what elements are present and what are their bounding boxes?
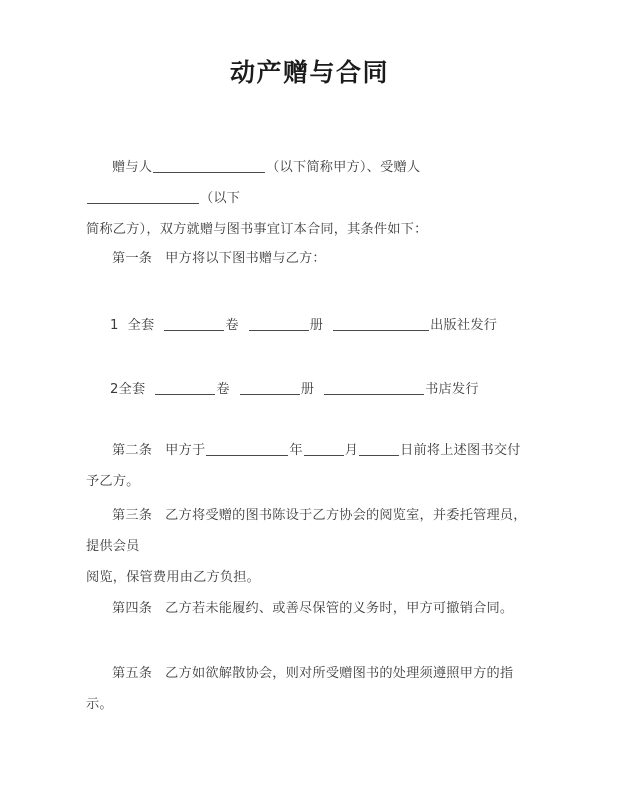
article-5-text: 乙方如欲解散协会，则对所受赠图书的处理须遵照甲方的指示。 [86,666,514,712]
book-2-set-label: 全套 [118,382,146,397]
article-2-month-unit: 月 [344,443,359,458]
article-3-line-2: 阅览，保管费用由乙方负担。 [86,570,261,585]
book-1-set-label: 全套 [127,318,155,333]
delivery-month-blank[interactable] [304,441,344,456]
delivery-day-blank[interactable] [359,441,399,456]
book-2-copies-unit: 册 [300,382,315,397]
book-1-number: 1 [110,318,119,333]
donor-suffix: （以下简称甲方）、 [266,160,381,175]
paragraph-article-4 [86,593,533,624]
article-1-heading: 第一条 [112,251,153,266]
delivery-year-blank[interactable] [206,441,288,456]
article-2-prefix: 甲方于 [165,443,206,458]
donor-name-blank[interactable] [153,158,265,173]
donee-suffix: （以下 [200,191,241,206]
parties-line-1 [86,152,533,214]
article-5-heading: 第五条 [112,666,153,681]
paragraph-article-2 [86,435,533,497]
parties-line-2: 简称乙方），双方就赠与图书事宜订本合同，其条件如下： [86,222,428,237]
book-1-issuer: 出版社发行 [430,318,498,333]
paragraph-article-3 [86,500,533,593]
book-2-volume-unit: 卷 [216,382,230,397]
article-3-line-1 [86,500,533,562]
donee-name-blank[interactable] [87,189,199,204]
article-2-heading: 第二条 [112,443,153,458]
list-item-book-2 [86,374,533,405]
article-2-suffix: 日前将上述图书交付予乙方。 [86,443,521,489]
book-2-volume-blank[interactable] [155,380,215,395]
paragraph-article-1 [86,243,533,274]
book-1-volume-unit: 卷 [225,318,239,333]
book-2-copies-blank[interactable] [240,380,300,395]
donor-label: 赠与人 [112,160,153,175]
donee-label: 受赠人 [380,160,421,175]
article-2-year-unit: 年 [289,443,303,458]
book-1-copies-blank[interactable] [249,316,309,331]
book-1-volume-blank[interactable] [164,316,224,331]
book-2-number: 2 [110,382,119,397]
paragraph-parties [86,152,533,245]
book-1-copies-unit: 册 [309,318,324,333]
paragraph-article-5 [86,658,533,720]
article-3-heading: 第三条 [112,508,153,523]
article-3-text-1: 乙方将受赠的图书陈设于乙方协会的阅览室，并委托管理员，提供会员 [86,508,527,554]
article-4-text: 乙方若未能履约、或善尽保管的义务时，甲方可撤销合同。 [165,601,514,616]
book-1-publisher-blank[interactable] [333,316,429,331]
book-2-issuer: 书店发行 [425,382,479,397]
page-title: 动产赠与合同 [229,58,389,87]
book-2-store-blank[interactable] [324,380,424,395]
article-1-text: 甲方将以下图书赠与乙方： [165,251,326,266]
list-item-book-1 [86,310,533,341]
article-4-heading: 第四条 [112,601,153,616]
